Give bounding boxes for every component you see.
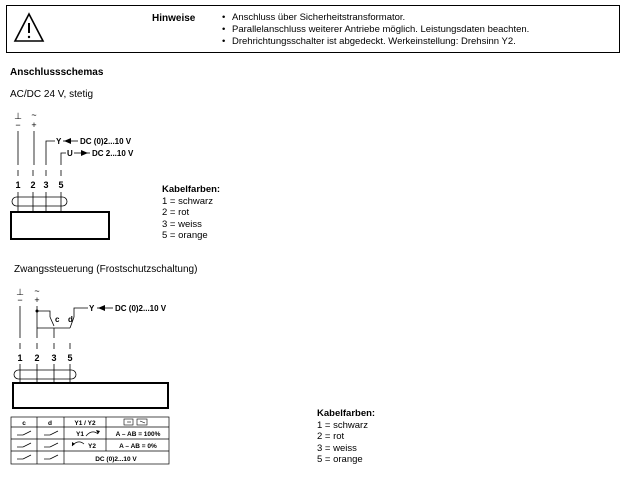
legend-1 xyxy=(162,184,220,242)
notice-bullet: • Parallelanschluss weiterer Antriebe möglich. Leistungsdaten beachten. xyxy=(222,24,529,36)
signal-u-text: DC 2...10 V xyxy=(92,149,134,158)
signal-y: Y xyxy=(56,137,62,146)
ground-symbol: ⊥ xyxy=(14,111,22,121)
legend-item: 1 = schwarz xyxy=(317,419,368,431)
terminal-label: 2 xyxy=(30,180,36,190)
plus-symbol: + xyxy=(34,295,40,305)
legend-item: 1 = schwarz xyxy=(162,195,213,207)
legend-item: 2 = rot xyxy=(162,207,190,218)
minus-symbol: − xyxy=(15,120,21,130)
terminal-label: 3 xyxy=(43,180,49,190)
terminal-label: 2 xyxy=(34,353,40,363)
table-result: A – AB = 100% xyxy=(115,431,161,438)
warning-triangle-icon xyxy=(12,11,46,45)
signal-y-text: DC (0)2...10 V xyxy=(80,137,132,146)
legend-item: 5 = orange xyxy=(317,454,363,465)
diagram1-subtitle: AC/DC 24 V, stetig xyxy=(10,89,94,100)
signal-y: Y xyxy=(89,304,95,313)
terminal-label: 1 xyxy=(15,180,21,190)
minus-symbol: − xyxy=(17,295,23,305)
notice-bullet: • Anschluss über Sicherheitstransformator. xyxy=(222,12,529,24)
plus-symbol: + xyxy=(31,120,37,130)
legend-item: 2 = rot xyxy=(317,431,345,442)
notice-bullets xyxy=(222,12,529,48)
table-result: A – AB = 0% xyxy=(119,443,157,450)
ac-symbol: ~ xyxy=(31,110,37,120)
switch-d-label: d xyxy=(68,315,73,324)
signal-u: U xyxy=(67,149,73,158)
legend-title: Kabelfarben: xyxy=(162,184,221,195)
rotation-y2-label: Y2 xyxy=(88,443,96,450)
legend-item: 5 = orange xyxy=(162,230,208,241)
table-header-c: c xyxy=(22,420,26,427)
diagram2-subtitle: Zwangssteuerung (Frostschutzschaltung) xyxy=(14,264,198,275)
switch-c-label: c xyxy=(55,315,60,324)
signal-y-text: DC (0)2...10 V xyxy=(115,304,167,313)
ground-symbol: ⊥ xyxy=(16,287,24,297)
ac-symbol: ~ xyxy=(34,286,40,296)
legend-item: 3 = weiss xyxy=(162,218,202,230)
terminal-label: 5 xyxy=(58,180,64,190)
notice-bullet: • Drehrichtungsschalter ist abgedeckt. Werkeinstellung: Drehsinn Y2. xyxy=(222,36,529,48)
terminal-label: 5 xyxy=(67,353,73,363)
table-result: DC (0)2...10 V xyxy=(95,456,137,463)
legend-title: Kabelfarben: xyxy=(317,408,376,419)
section-title: Anschlussschemas xyxy=(10,67,104,78)
terminal-label: 1 xyxy=(17,353,23,363)
diagram2 xyxy=(0,284,240,469)
rotation-y1-label: Y1 xyxy=(76,431,84,438)
actuator-position-icon xyxy=(124,419,147,425)
table-header-y: Y1 / Y2 xyxy=(74,420,96,427)
legend-2 xyxy=(317,408,375,466)
legend-item: 3 = weiss xyxy=(317,442,357,454)
notice-label: Hinweise xyxy=(152,13,196,24)
terminal-label: 3 xyxy=(51,353,57,363)
table-header-d: d xyxy=(48,420,52,427)
